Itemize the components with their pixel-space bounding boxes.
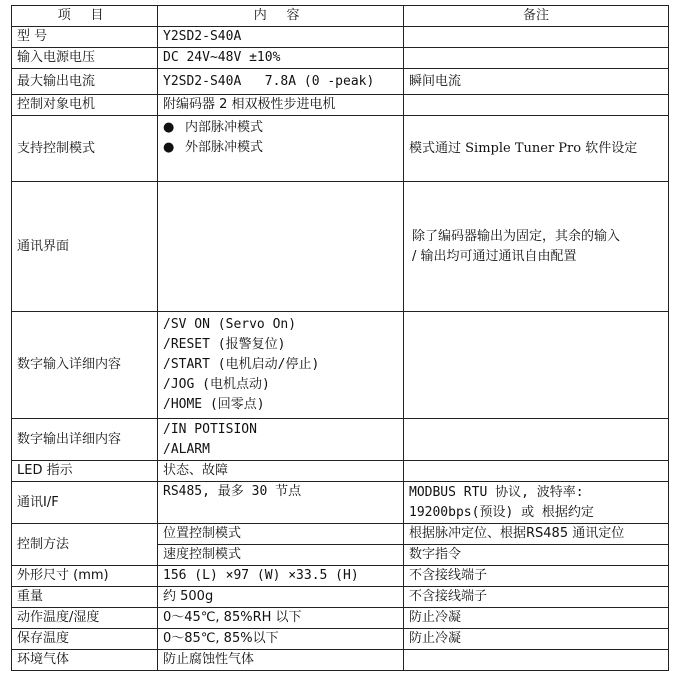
table-row bbox=[12, 48, 669, 69]
row-note: 模式通过 Simple Tuner Pro 软件设定 bbox=[404, 116, 669, 182]
table-row bbox=[12, 587, 669, 608]
table-row bbox=[12, 650, 669, 671]
row-content: 状态、故障 bbox=[158, 461, 404, 482]
table-row bbox=[12, 182, 669, 312]
bullet-icon: ● bbox=[163, 140, 175, 155]
row-label: 控制方法 bbox=[12, 524, 158, 566]
header-content: 内 容 bbox=[158, 6, 404, 27]
table-row bbox=[12, 95, 669, 116]
table-row bbox=[12, 608, 669, 629]
row-label: 数字输出详细内容 bbox=[12, 419, 158, 461]
row-note bbox=[404, 650, 669, 671]
row-note bbox=[404, 461, 669, 482]
header-note: 备注 bbox=[404, 6, 669, 27]
row-note: MODBUS RTU 协议, 波特率: 19200bps(预设) 或 根据约定 bbox=[404, 482, 669, 524]
list-item: ● 外部脉冲模式 bbox=[163, 138, 398, 158]
row-note bbox=[404, 312, 669, 419]
list-item: ● 内部脉冲模式 bbox=[163, 118, 398, 138]
table-header-row bbox=[12, 6, 669, 27]
row-content: DC 24V~48V ±10% bbox=[158, 48, 404, 69]
table-row bbox=[12, 629, 669, 650]
row-content: 防止腐蚀性气体 bbox=[158, 650, 404, 671]
row-label: 通讯I/F bbox=[12, 482, 158, 524]
row-label: 环境气体 bbox=[12, 650, 158, 671]
table-row bbox=[12, 482, 669, 524]
row-note bbox=[404, 48, 669, 69]
row-content: Y2SD2-S40A 7.8A (0 -peak) bbox=[158, 69, 404, 95]
row-note bbox=[404, 95, 669, 116]
row-label: 保存温度 bbox=[12, 629, 158, 650]
row-label: 动作温度/湿度 bbox=[12, 608, 158, 629]
row-label: 型 号 bbox=[12, 27, 158, 48]
row-content: Y2SD2-S40A bbox=[158, 27, 404, 48]
row-content: /IN POTISION /ALARM bbox=[158, 419, 404, 461]
row-label: 控制对象电机 bbox=[12, 95, 158, 116]
row-content bbox=[158, 182, 404, 312]
row-label: LED 指示 bbox=[12, 461, 158, 482]
row-label: 支持控制模式 bbox=[12, 116, 158, 182]
row-content: 位置控制模式 bbox=[158, 524, 404, 545]
table-row bbox=[12, 461, 669, 482]
row-note bbox=[404, 419, 669, 461]
row-note: 不含接线端子 bbox=[404, 566, 669, 587]
row-label: 重量 bbox=[12, 587, 158, 608]
row-note: 瞬间电流 bbox=[404, 69, 669, 95]
row-content: 附编码器 2 相双极性步进电机 bbox=[158, 95, 404, 116]
row-label: 外形尺寸 (mm) bbox=[12, 566, 158, 587]
row-label: 通讯界面 bbox=[12, 182, 158, 312]
table-row bbox=[12, 116, 669, 182]
table-row bbox=[12, 566, 669, 587]
row-label: 数字输入详细内容 bbox=[12, 312, 158, 419]
row-content: 约 500g bbox=[158, 587, 404, 608]
row-note: 防止冷凝 bbox=[404, 608, 669, 629]
table-row bbox=[12, 27, 669, 48]
row-note: 除了编码器输出为固定，其余的输入 / 输出均可通过通讯自由配置 bbox=[404, 182, 669, 312]
table-row bbox=[12, 312, 669, 419]
row-label: 输入电源电压 bbox=[12, 48, 158, 69]
row-content: /SV ON (Servo On) /RESET (报警复位) /START (电机启动/停止) /JOG (电机点动) /HOME (回零点) bbox=[158, 312, 404, 419]
row-note: 防止冷凝 bbox=[404, 629, 669, 650]
row-note: 数字指令 bbox=[404, 545, 669, 566]
table-row bbox=[12, 69, 669, 95]
row-content bbox=[158, 116, 404, 182]
row-note bbox=[404, 27, 669, 48]
bullet-icon: ● bbox=[163, 120, 175, 135]
spec-table bbox=[11, 5, 669, 671]
row-content: 速度控制模式 bbox=[158, 545, 404, 566]
row-content: RS485, 最多 30 节点 bbox=[158, 482, 404, 524]
row-note: 根据脉冲定位、根据RS485 通讯定位 bbox=[404, 524, 669, 545]
header-item: 项 目 bbox=[12, 6, 158, 27]
row-content: 0～85℃, 85%以下 bbox=[158, 629, 404, 650]
table-row bbox=[12, 419, 669, 461]
row-note: 不含接线端子 bbox=[404, 587, 669, 608]
row-content: 0～45℃, 85%RH 以下 bbox=[158, 608, 404, 629]
table-row bbox=[12, 524, 669, 545]
row-content: 156 (L) ×97 (W) ×33.5 (H) bbox=[158, 566, 404, 587]
row-label: 最大输出电流 bbox=[12, 69, 158, 95]
